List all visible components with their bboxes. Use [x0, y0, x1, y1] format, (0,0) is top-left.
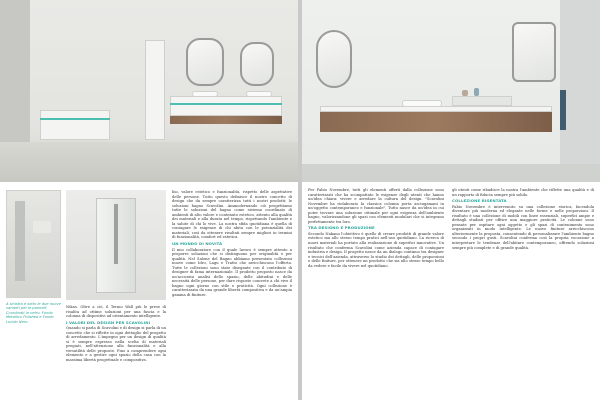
- paragraph: gli utenti come ribadisce la nostra l'ambiente che riflette una qualità e di un rapporto di fiducia sempre più solido.: [452, 188, 594, 197]
- wood-shelf: [170, 116, 282, 124]
- bathroom-photo-bottom-left: [6, 190, 61, 298]
- base-cabinet: [40, 110, 110, 140]
- paragraph: bio, valore estetico e funzionalità, rispetto delle aspettative delle persone. Tutto questo definisce il nostro concetto di design che da sempre caratterizza tutti i nostri prodotti: le soluzioni bagno Scavolini. Ammodernando ciò progettiamo tutte le soluzioni del bagno come sistema coordinato di ambienti di alto valore e contenuto estetico, attento alla qualità dei materiali e alla durata nel tempo, rispettando l'ambiente e la salute di chi lo vive. La nostra sfida quotidiana è quella di coniugare le esigenze di chi abita con le potenzialità dei materiali, così da ottenere risultati sempre migliori in termini di funzionalità, comfort ed estetica.: [172, 190, 292, 240]
- decor-bottle: [474, 88, 479, 96]
- left-column-a: [66, 305, 166, 363]
- bathroom-photo-shower: [66, 190, 166, 300]
- right-column-b: [452, 188, 594, 396]
- bathroom-photo-top-right: [302, 0, 600, 182]
- photo-caption: A sinistra e sotto le due nuove varianti per le pannelli Coordinati in vetro. Fondo Metallico Polished e Fondo Lucido Nero.: [6, 302, 61, 324]
- vanity-cabinet: [170, 96, 282, 116]
- paragraph: Fabio Novembre è intervenuto su una collezione storica, facendola diventare più moderna ed elegante nelle forme e nelle proporzioni. Il risultato è una collezione di mobili con linee essenziali, superfici ampie e dettagli studiati per offrire una maggiore praticità. Le colonne sono pensate per ospitare ogni oggetto e gli spazi di contenimento sono organizzati in modo intelligente. Le nuove finiture arricchiscono ulteriormente la proposta, consentendo di personalizzare l'ambiente bagno secondo i propri gusti. Scavolini conferma così la propria vocazione a interpretare le tendenze dell'abitare contemporaneo, offrendo soluzioni sempre più complete e di grande qualità.: [452, 204, 594, 250]
- vanity-sink: [402, 100, 442, 107]
- shower-panel: [15, 201, 25, 281]
- tall-column: [145, 40, 165, 140]
- right-column-a: [308, 188, 444, 396]
- paragraph: Il mio collaboratore con il quale lavoro è sempre attento a proporre soluzioni che si distinguono per originalità e per qualità. Nel Salone del Bagno abbiamo presentato collezioni nuove come Idro, Lagu e Tratto che arricchiscono l'offerta. Tutte le collezioni sono state disegnate con il contributo di designer di fama internazionale. Il prodotto proposto nasce da un'accurata analisi dello spazio, delle abitudini e delle necessità delle persone, per dare risposte concrete a chi vive il bagno ogni giorno con stile e praticità. Ogni collezione è caratterizzata da una grande libertà compositiva e da un'ampia gamma di finiture.: [172, 247, 292, 298]
- decor-object: [462, 90, 468, 96]
- paragraph: Secondo Nakano l'obiettivo è quello di creare prodotti di grande valore estetico ma allo stesso tempo pratici nell'uso quotidiano. La ricerca di nuovi materiali ha portato alla realizzazione di superfici innovative. Un risultato che conferma Scavolini come azienda capace di coniugare industria e design. Il progetto nasce da un dialogo continuo tra designer e tecnici dell'azienda, attraverso lo studio dei dettagli, delle proporzioni e delle finiture, per ottenere un prodotto che sia allo stesso tempo bello da vedere e facile da vivere nel quotidiano.: [308, 231, 444, 268]
- oval-mirror: [316, 30, 352, 88]
- paragraph: Per Fabio Novembre, tutti gli elementi offerti dalla collezione sono caratterizzati che ha scompattato le esigenze degli utenti che hanno un'idea chiara: vivere e arredare la cultura del design. "Scavolini Novembre ha rielaborato la classica colonna porta asciugamani in un'oggetto contemporaneo e funzionale". Tutto nasce da un'idea in cui poter trovare una soluzione ottimale per ogni esigenza dell'ambiente bagno, valorizzandone gli spazi con elementi modulari che si integrano perfettamente tra loro.: [308, 188, 444, 224]
- shower-column: [114, 204, 118, 264]
- floor: [302, 164, 600, 182]
- vanity-accent-line: [170, 103, 282, 105]
- cabinet-accent-line: [40, 118, 110, 120]
- section-heading: I VALORI DEL DESIGN PER SCAVOLINI: [66, 319, 151, 325]
- sink-left: [192, 91, 218, 97]
- wall-tile: [560, 0, 600, 182]
- wall-panel: [0, 0, 30, 142]
- small-shelf: [33, 221, 51, 233]
- wood-vanity: [320, 112, 552, 132]
- shelf-unit: [452, 96, 512, 106]
- mirror-right: [240, 42, 274, 86]
- towel: [560, 90, 566, 130]
- mirror-left: [186, 38, 224, 86]
- left-page: [0, 0, 298, 400]
- paragraph: Nikas. Oltre a ciò, il Termo Wall più le prese di risalita ad ottime soluzioni per una fascia e la colonna di dispositivi ad orientamento intelligente.: [66, 305, 166, 319]
- paragraph: Quando si parla di Scavolini e di design si parla di un concetto che si riflette in ogni dettaglio del progetto di arredamento. L'impegno per un design di qualità si è sempre espresso nella scelta di materiali pregiati, nell'attenzione alla funzionalità e alla versatilità delle proposte. Fino a comprendere ogni elemento e a gestire ogni spazio della casa con la massima libertà progettuale e compositiva.: [66, 326, 166, 363]
- section-heading: TRA DESIGNO E PRODUZIONE: [308, 225, 375, 231]
- section-heading: UN MONDO DI NOVITÀ: [172, 241, 223, 247]
- left-column-b: [172, 190, 292, 395]
- bathroom-photo-top-left: [0, 0, 298, 182]
- sink-right: [246, 91, 272, 97]
- right-page: [302, 0, 600, 400]
- square-mirror: [512, 22, 556, 82]
- floor: [0, 142, 298, 182]
- section-heading: COLLEZIONE RIGENTATA: [452, 198, 507, 204]
